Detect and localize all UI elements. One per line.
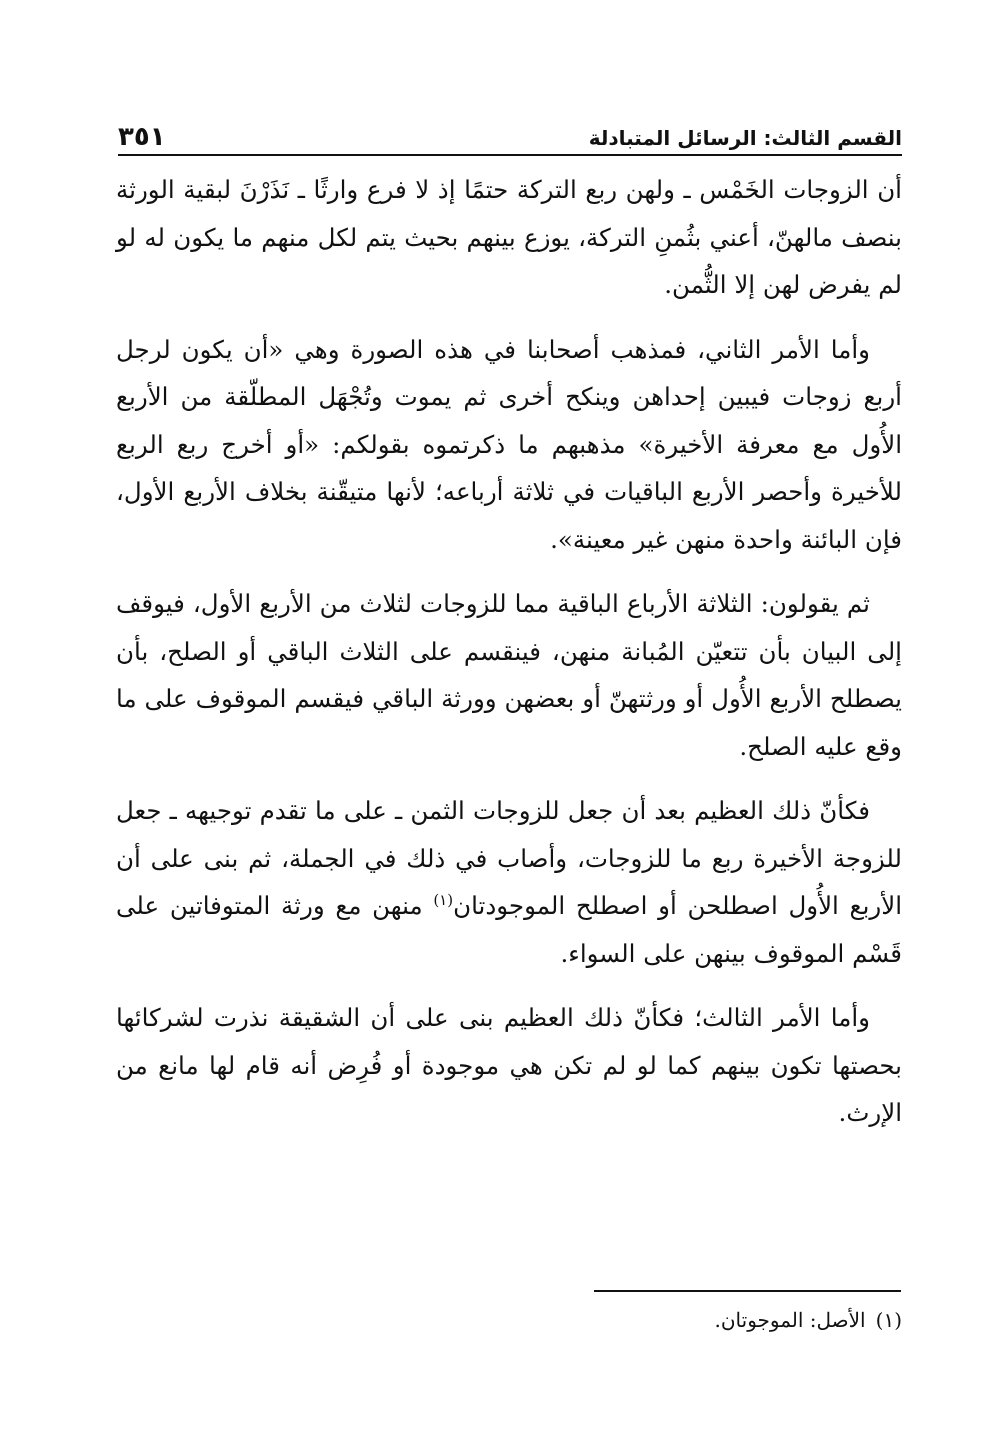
paragraph-4-text-a: فكأنّ ذلك العظيم بعد أن جعل للزوجات الثمن ـ على ما تقدم توجيهه ـ جعل للزوجة الأخيرة ربع ما للزوجات، وأصاب في ذلك في الجملة، ثم بنى على أن الأربع الأُول اصطلحن أو اصطلح الموجودتان	[116, 796, 902, 920]
footnote	[116, 1300, 902, 1340]
paragraph-3: ثم يقولون: الثلاثة الأرباع الباقية مما للزوجات لثلاث من الأربع الأول، فيوقف إلى البيان بأن تتعيّن المُبانة منهن، فينقسم على الثلاث الباقي أو الصلح، بأن يصطلح الأربع الأُول أو ورثتهنّ أو بعضهن وورثة الباقي فيقسم الموقوف على ما وقع عليه الصلح.	[116, 589, 902, 761]
page-number: ٣٥١	[118, 122, 166, 152]
paragraph-4	[116, 787, 902, 977]
footnote-separator	[594, 1290, 901, 1292]
paragraph-5: وأما الأمر الثالث؛ فكأنّ ذلك العظيم بنى على أن الشقيقة نذرت لشركائها بحصتها تكون بينهم كما لو لم تكن هي موجودة أو فُرِض أنه قام لها مانع من الإرث.	[116, 1003, 902, 1127]
footnote-reference[interactable]: (١)	[433, 890, 454, 909]
running-head: القسم الثالث: الرسائل المتبادلة	[588, 126, 902, 150]
footnote-number: (١)	[875, 1308, 902, 1332]
paragraph-1: أن الزوجات الخَمْس ـ ولهن ربع التركة حتمًا إذ لا فرع وارثًا ـ نَذَرْنَ لبقية الورثة بنصف مالهنّ، أعني بثُمنِ التركة، يوزع بينهم بحيث يتم لكل منهم ما يكون له لو لم يفرض لهن إلا الثُّمن.	[116, 175, 902, 299]
paragraph-4-text-b: منهن مع ورثة المتوفاتين على قَسْم الموقوف بينهن على السواء.	[116, 891, 902, 968]
paragraph-2: وأما الأمر الثاني، فمذهب أصحابنا في هذه الصورة وهي «أن يكون لرجل أربع زوجات فيبين إحداهن وينكح أخرى ثم يموت وتُجْهَل المطلّقة من الأربع الأُول مع معرفة الأخيرة» مذهبهم ما ذكرتموه بقولكم: «أو أخرج ربع الربع للأخيرة وأحصر الأربع الباقيات في ثلاثة أرباعه؛ لأنها متيقّنة بخلاف الأربع الأول، فإن البائنة واحدة منهن غير معينة».	[116, 334, 902, 554]
page-header	[118, 112, 902, 156]
body-text	[116, 166, 902, 1154]
footnote-text: الأصل: الموجوتان.	[714, 1308, 866, 1332]
